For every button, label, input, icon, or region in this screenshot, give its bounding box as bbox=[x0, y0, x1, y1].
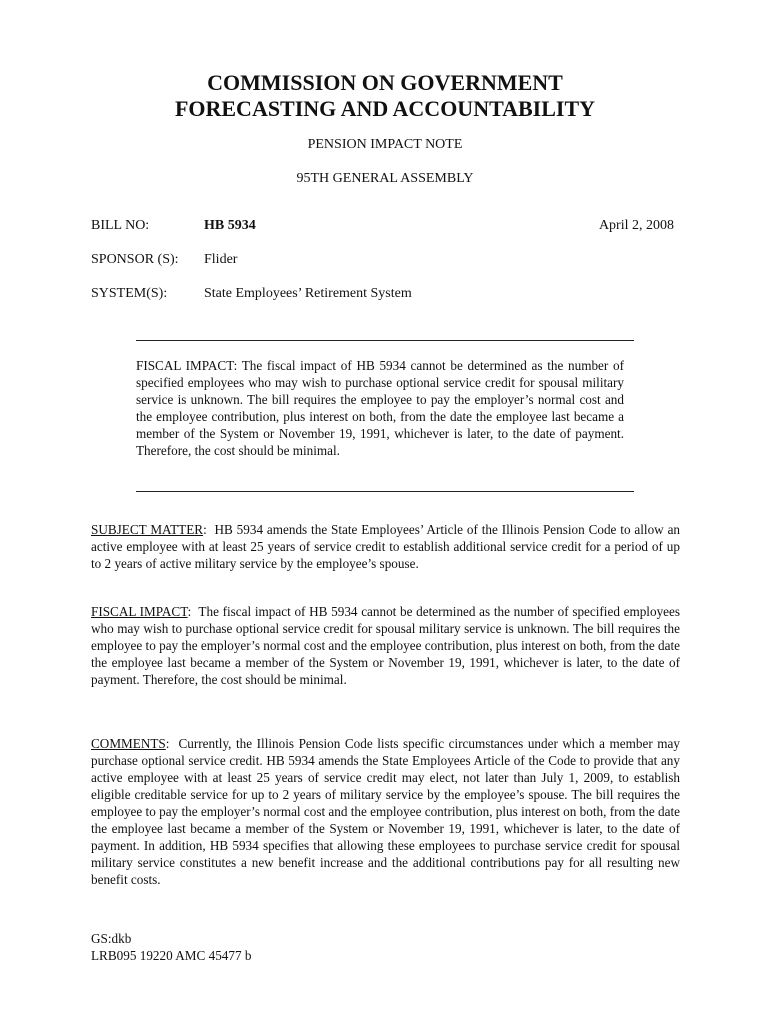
system-label: SYSTEM(S): bbox=[91, 286, 168, 301]
subject-matter-heading: SUBJECT MATTER bbox=[91, 522, 204, 537]
system-name: State Employees’ Retirement System bbox=[204, 286, 412, 301]
comments-section: COMMENTS: Currently, the Illinois Pension Code lists specific circumstances under which a member may purchase optional service credit. HB 5934 amends the State Employees Article of the Code to provide that any active employee with at least 25 years of service credit may elect, not later than July 1, 2009, to establish eligible creditable service for up to 2 years of military service by the employee’s spouse. The bill requires the employee to pay the employer’s normal cost and the employee contribution, plus interest on both, from the date the employee last became a member of the System or November 19, 1991, whichever is later, to the date of payment. In addition, HB 5934 specifies that allowing these employees to purchase service credit for spousal military service constitutes a new benefit increase and the additional contributions pay for all resulting new benefit costs. bbox=[91, 736, 681, 887]
fiscal-impact-body: The fiscal impact of HB 5934 cannot be determined as the number of specified employees who may wish to purchase optional service credit for spousal military service is unknown. The bill requires the employee to pay the employer’s normal cost and the employee contribution, plus interest on both, from the date the employee last became a member of the System or November 19, 1991, whichever is later, to the date of payment. Therefore, the cost should be minimal. bbox=[91, 604, 681, 687]
note-date: April 2, 2008 bbox=[598, 218, 674, 233]
summary-bottom-divider bbox=[136, 491, 634, 492]
fiscal-impact-section: FISCAL IMPACT: The fiscal impact of HB 5934 cannot be determined as the number of specified employees who may wish to purchase optional service credit for spousal military service is unknown. The bill requires the employee to pay the employer’s normal cost and the employee contribution, plus interest on both, from the date the employee last became a member of the System or November 19, 1991, whichever is later, to the date of payment. Therefore, the cost should be minimal. bbox=[91, 604, 681, 687]
document-title-line-1: COMMISSION ON GOVERNMENT bbox=[207, 70, 563, 95]
document-title-line-2: FORECASTING AND ACCOUNTABILITY bbox=[174, 96, 596, 121]
lrb-reference: LRB095 19220 AMC 45477 b bbox=[91, 948, 252, 963]
comments-body: Currently, the Illinois Pension Code lists specific circumstances under which a member may purchase optional service credit. HB 5934 amends the State Employees Article of the Code to provide that any active employee with at least 25 years of service credit may elect, not later than July 1, 2009, to establish eligible creditable service for up to 2 years of military service by the employee’s spouse. The bill requires the employee to pay the employer’s normal cost and the employee contribution, plus interest on both, from the date the employee last became a member of the System or November 19, 1991, whichever is later, to the date of payment. In addition, HB 5934 specifies that allowing these employees to purchase service credit for spousal military service constitutes a new benefit increase and the additional contributions pay for all resulting new benefit costs. bbox=[91, 736, 681, 887]
sponsor-name: Flider bbox=[204, 252, 238, 267]
summary-fiscal-impact: FISCAL IMPACT: The fiscal impact of HB 5934 cannot be determined as the number of specified employees who may wish to purchase optional service credit for spousal military service is unknown. The bill requires the employee to pay the employer’s normal cost and the employee contribution, plus interest on both, from the date the employee last became a member of the System or November 19, 1991, whichever is later, to the date of payment. Therefore, the cost should be minimal. bbox=[136, 358, 624, 458]
subject-matter-section: SUBJECT MATTER: HB 5934 amends the State Employees’ Article of the Illinois Pension Code to allow an active employee with at least 25 years of service credit to establish additional service credit for a period of up to 2 years of active military service by the employee’s spouse. bbox=[91, 522, 681, 571]
summary-top-divider bbox=[136, 340, 634, 341]
comments-heading: COMMENTS bbox=[91, 736, 166, 751]
bill-number-label: BILL NO: bbox=[91, 218, 150, 233]
author-initials: GS:dkb bbox=[91, 931, 132, 946]
bill-number: HB 5934 bbox=[204, 218, 256, 233]
sponsor-label: SPONSOR (S): bbox=[91, 252, 179, 267]
subject-matter-body: HB 5934 amends the State Employees’ Article of the Illinois Pension Code to allow an active employee with at least 25 years of service credit to establish additional service credit for a period of up to 2 years of active military service by the employee’s spouse. bbox=[91, 522, 681, 571]
note-type: PENSION IMPACT NOTE bbox=[307, 137, 463, 152]
fiscal-impact-heading: FISCAL IMPACT bbox=[91, 604, 188, 619]
general-assembly: 95TH GENERAL ASSEMBLY bbox=[296, 171, 474, 186]
